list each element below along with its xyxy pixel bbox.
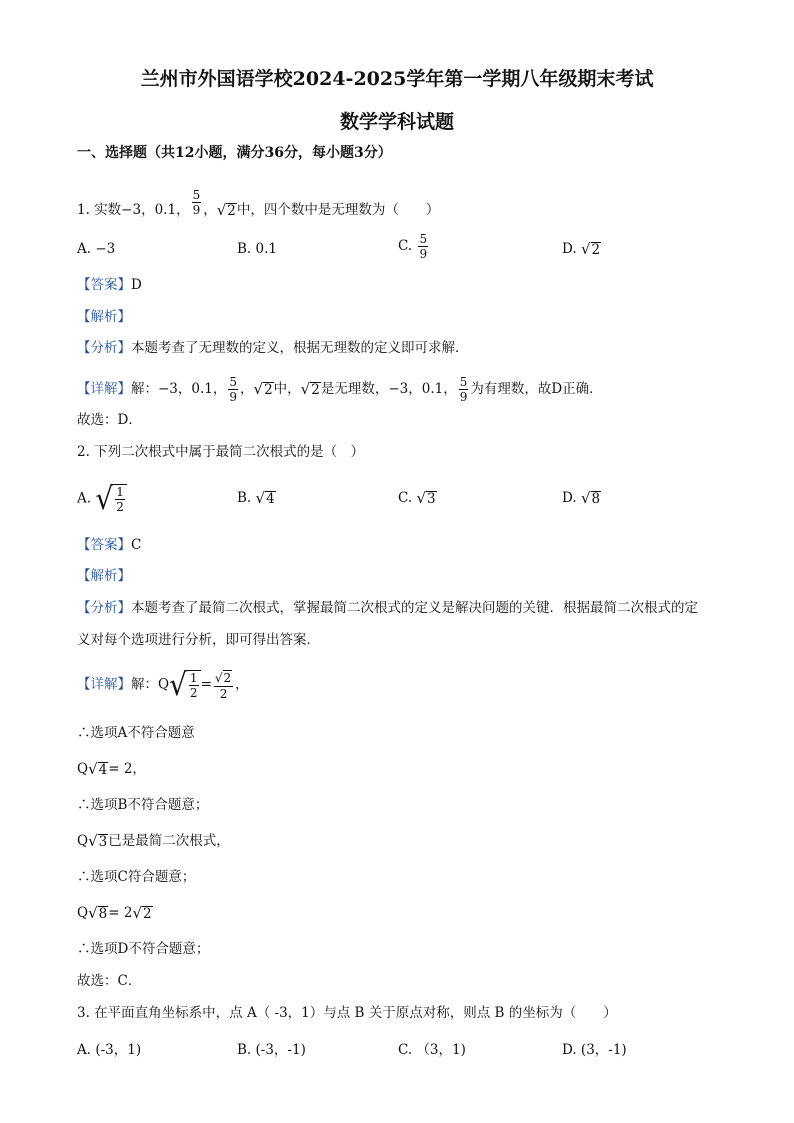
denominator: 2	[219, 686, 228, 701]
option-label: C.	[398, 238, 413, 254]
radicand: 3	[427, 491, 436, 507]
detail-tag: 【详解】	[77, 381, 131, 397]
q2-option-a[interactable]	[77, 482, 127, 516]
q3-option-b[interactable]: B. (-3，-1)	[237, 1042, 306, 1058]
because-symbol: Q	[77, 905, 89, 921]
q1-option-b[interactable]: B. 0.1	[237, 241, 277, 257]
sqrt-4: √4	[255, 489, 275, 507]
q3-option-a[interactable]: A. (-3，1)	[77, 1042, 142, 1058]
q1-answer	[77, 276, 142, 294]
denominator: 9	[459, 390, 468, 404]
radicand: 2	[311, 382, 320, 398]
fraction-5-9	[459, 375, 469, 404]
detail-text: 是无理数，−3，0.1，	[320, 381, 457, 397]
denominator: 9	[192, 203, 201, 217]
sqrt-4: √4	[88, 760, 108, 778]
radicand: 8	[591, 491, 601, 507]
q1-conclusion: 故选：D．	[77, 412, 142, 428]
option-label: B.	[237, 490, 252, 506]
q2-step-5: ∴选项C符合题意；	[77, 869, 196, 885]
option-label: A.	[77, 490, 92, 507]
question-2-stem: 2. 下列二次根式中属于最简二次根式的是（ ）	[77, 444, 365, 460]
q2-step-6	[77, 904, 153, 923]
detail-text: = 2	[108, 905, 133, 921]
q2-analysis-line1	[77, 599, 698, 617]
numerator: 5	[192, 188, 201, 202]
denominator: 9	[419, 247, 428, 261]
numerator: 5	[229, 375, 238, 389]
sqrt-2: √2	[253, 380, 273, 398]
sep: ，	[203, 202, 217, 218]
q1-option-c[interactable]	[398, 232, 430, 261]
answer-value: D	[131, 277, 142, 293]
question-1-stem	[77, 188, 440, 225]
q1-suffix: 中，四个数中是无理数为（ ）	[236, 202, 440, 218]
q2-step-2	[77, 760, 146, 779]
option-label: C.	[398, 490, 413, 506]
denominator: 2	[116, 500, 124, 514]
analysis-text: 本题考查了无理数的定义，根据无理数的定义即可求解．	[131, 340, 469, 356]
page-subtitle: 数学学科试题	[339, 111, 454, 133]
q2-option-b[interactable]	[237, 489, 276, 508]
q3-option-d[interactable]: D. (3，-1)	[562, 1042, 627, 1058]
radicand: 2	[591, 242, 601, 258]
q3-option-c[interactable]: C. （3，1)	[398, 1042, 466, 1058]
q2-option-d[interactable]	[562, 489, 601, 508]
q1-num-01: 0.1	[154, 202, 177, 218]
fraction-1-2	[189, 671, 199, 700]
page-title: 兰州市外国语学校2024-2025学年第一学期八年级期末考试	[140, 68, 654, 90]
numerator	[214, 670, 233, 687]
sqrt-2: √2	[300, 380, 320, 398]
radicand: 4	[266, 491, 275, 507]
denominator: 2	[189, 686, 198, 700]
question-3-stem: 3. 在平面直角坐标系中，点 A（ -3，1）与点 B 关于原点对称，则点 B 的坐标为（ ）	[77, 1005, 617, 1021]
numerator: 5	[459, 375, 468, 389]
fraction-sqrt2-over-2	[214, 670, 233, 701]
denominator: 9	[229, 390, 238, 404]
q2-conclusion: 故选：C．	[77, 973, 142, 989]
numerator: 1	[189, 671, 198, 685]
option-label: D.	[562, 241, 577, 257]
numerator: 5	[419, 232, 428, 246]
q2-step-3: ∴选项B不符合题意；	[77, 797, 209, 813]
sep: ，	[176, 202, 190, 218]
q1-jiexi-tag: 【解析】	[77, 309, 131, 325]
q1-prefix: 1. 实数	[77, 202, 122, 218]
q1-detail	[77, 375, 603, 404]
radicand: 8	[98, 906, 108, 922]
analysis-text: 本题考查了最简二次根式，掌握最简二次根式的定义是解决问题的关键．根据最简二次根式的定	[131, 600, 698, 616]
sqrt-2: √2	[214, 670, 232, 685]
detail-tag: 【详解】	[77, 676, 131, 693]
sqrt-2: √2	[216, 201, 236, 219]
sqrt-3: √3	[88, 832, 108, 850]
because-symbol: Q	[77, 761, 89, 777]
detail-text: 中，	[273, 381, 301, 397]
q2-step-7: ∴选项D不符合题意；	[77, 941, 210, 957]
q2-option-c[interactable]	[398, 489, 437, 508]
q1-option-d[interactable]	[562, 240, 601, 259]
fraction-5-9	[418, 232, 428, 261]
sqrt-3: √3	[416, 489, 436, 507]
option-label: D.	[562, 490, 577, 506]
answer-value: C	[131, 537, 142, 553]
q1-num-neg3: −3	[121, 202, 142, 218]
sqrt-one-half: √ $\frac{1}{2}$	[95, 482, 126, 516]
q2-answer	[77, 536, 141, 554]
detail-text: 为有理数，故D正确．	[470, 381, 603, 397]
section-heading: 一、选择题（共12小题，满分36分，每小题3分）	[77, 145, 392, 161]
radicand: 4	[98, 762, 108, 778]
radicand: 2	[143, 906, 152, 922]
answer-tag: 【答案】	[77, 277, 131, 293]
q2-step-4	[77, 832, 230, 851]
because-symbol: Q	[77, 833, 89, 849]
analysis-tag: 【分析】	[77, 340, 131, 356]
q1-analysis	[77, 339, 469, 357]
q2-step-1: ∴选项A不符合题意	[77, 725, 195, 741]
analysis-tag: 【分析】	[77, 600, 131, 616]
sqrt-one-half: √ $\frac{1}{2}$	[169, 668, 200, 702]
detail-text: = 2，	[108, 761, 146, 777]
sqrt-2: √2	[132, 904, 152, 922]
fraction-5-9	[192, 188, 202, 217]
sqrt-8: √8	[580, 489, 601, 507]
radicand: 3	[98, 834, 108, 850]
q2-detail	[77, 668, 249, 702]
detail-text: ，	[240, 381, 254, 397]
detail-text: 解：Q	[131, 676, 170, 693]
sqrt-2: √2	[580, 240, 601, 258]
radicand: 2	[227, 203, 236, 219]
fraction-5-9	[228, 375, 238, 404]
sqrt-8: √8	[88, 904, 108, 922]
detail-text: 已是最简二次根式，	[108, 833, 230, 849]
answer-tag: 【答案】	[77, 537, 131, 553]
detail-text: 解：−3，0.1，	[131, 381, 227, 397]
q2-analysis-line2: 义对每个选项进行分析，即可得出答案．	[77, 632, 320, 648]
q2-jiexi-tag: 【解析】	[77, 568, 131, 584]
numerator: 1	[116, 485, 124, 499]
sep: ，	[141, 202, 155, 218]
detail-text: ，	[235, 676, 249, 693]
radicand: 2	[264, 382, 273, 398]
q1-option-a[interactable]: A. −3	[77, 241, 116, 257]
equals: =	[200, 676, 212, 693]
radicand: 2	[223, 670, 232, 685]
fraction-1-2	[115, 485, 125, 514]
